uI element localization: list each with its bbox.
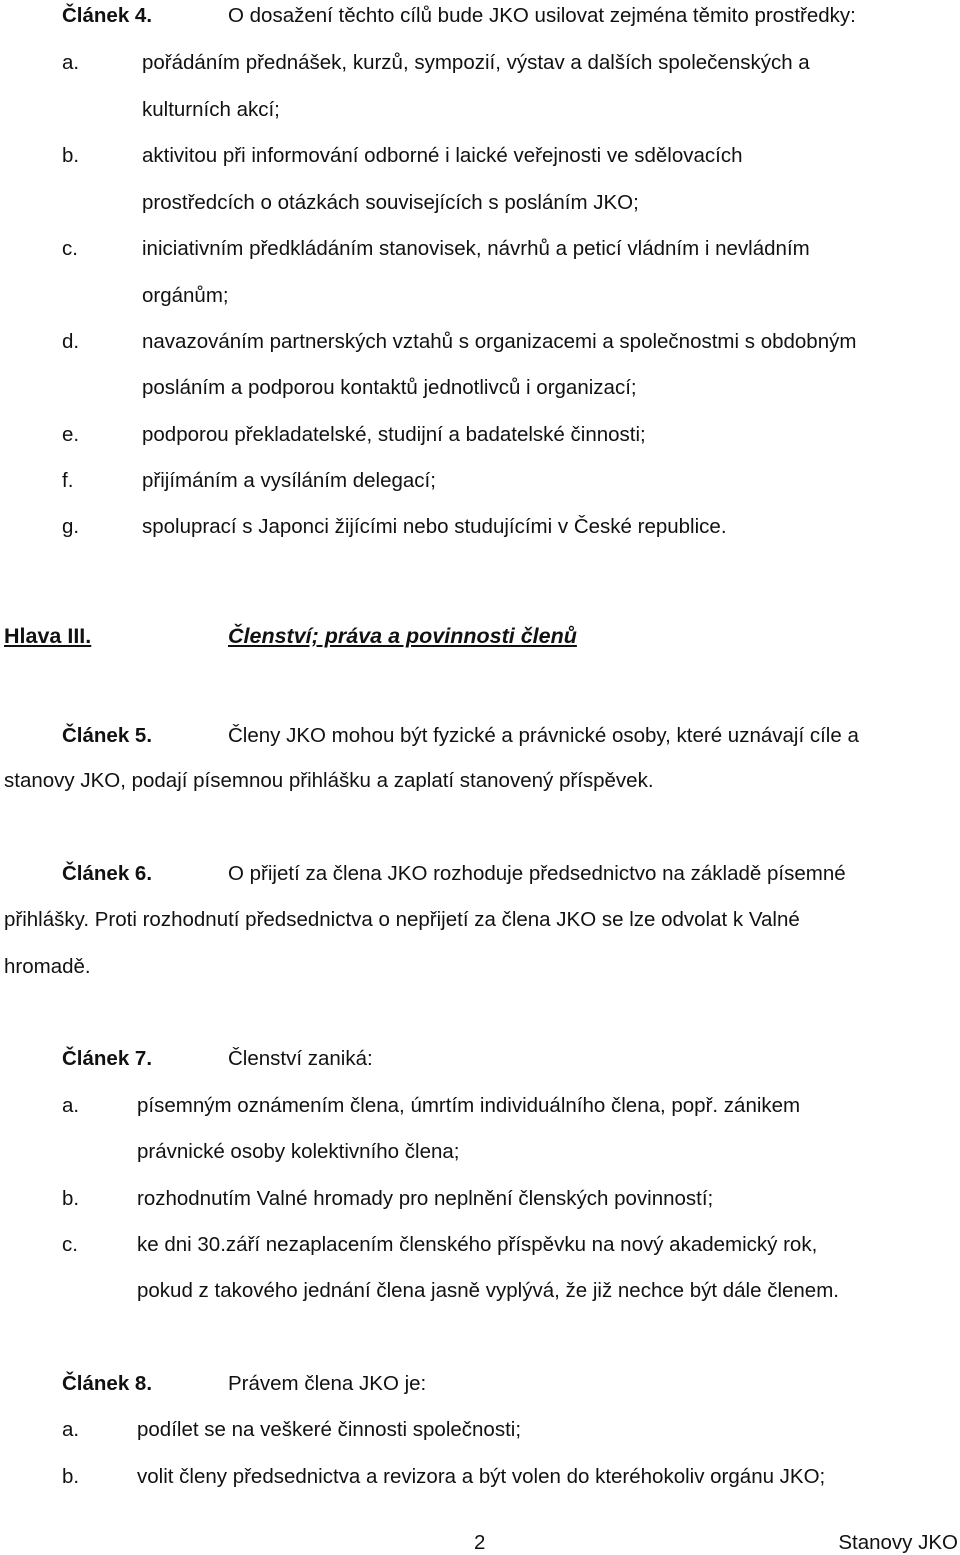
paragraph-line: Členy JKO mohou být fyzické a právnické osoby, které uznávají cíle a (228, 724, 859, 747)
list-marker-a: a. (62, 51, 80, 74)
paragraph-line: přihlášky. Proti rozhodnutí předsednictva o nepřijetí za člena JKO se lze odvolat k Valné (4, 908, 800, 931)
list-marker-g: g. (62, 515, 80, 538)
paragraph-line: hromadě. (4, 955, 91, 978)
article-4-label: Článek 4. (62, 4, 153, 27)
list-item-text: přijímáním a vysíláním delegací; (142, 469, 436, 492)
article-7-intro: Členství zaniká: (228, 1047, 373, 1070)
list-item-text: podílet se na veškeré činnosti společnosti; (137, 1418, 522, 1441)
list-item-text: písemným oznámením člena, úmrtím individuálního člena, popř. zánikem (137, 1094, 801, 1117)
list-marker-b: b. (62, 144, 80, 167)
paragraph-line: O přijetí za člena JKO rozhoduje předsednictvo na základě písemné (228, 862, 846, 885)
list-item-text: iniciativním předkládáním stanovisek, návrhů a peticí vládním i nevládním (142, 237, 810, 260)
list-marker-d: d. (62, 330, 80, 353)
article-8-label: Článek 8. (62, 1372, 153, 1395)
article-5-label: Článek 5. (62, 724, 153, 747)
list-item-text: spoluprací s Japonci žijícími nebo studujícími v České republice. (142, 515, 727, 538)
list-item-text: pokud z takového jednání člena jasně vyplývá, že již nechce být dále členem. (137, 1279, 839, 1302)
list-marker-a: a. (62, 1418, 80, 1441)
page-number: 2 (474, 1531, 486, 1554)
list-item-text: právnické osoby kolektivního člena; (137, 1140, 460, 1163)
list-item-text: pořádáním přednášek, kurzů, sympozií, výstav a dalších společenských a (142, 51, 810, 74)
list-item-text: ke dni 30.září nezaplacením členského příspěvku na nový akademický rok, (137, 1233, 818, 1256)
list-item-text: podporou překladatelské, studijní a badatelské činnosti; (142, 423, 646, 446)
list-marker-a: a. (62, 1094, 80, 1117)
list-marker-e: e. (62, 423, 80, 446)
list-item-text: aktivitou při informování odborné i laické veřejnosti ve sdělovacích (142, 144, 743, 167)
paragraph-line: stanovy JKO, podají písemnou přihlášku a zaplatí stanovený příspěvek. (4, 769, 654, 792)
article-6-label: Článek 6. (62, 862, 153, 885)
document-title: Stanovy JKO (838, 1531, 958, 1554)
list-item-text: volit členy předsednictva a revizora a být volen do kteréhokoliv orgánu JKO; (137, 1465, 826, 1488)
list-marker-c: c. (62, 1233, 78, 1256)
chapter-title: Členství; práva a povinnosti členů (228, 624, 577, 648)
list-item-text: prostředcích o otázkách souvisejících s posláním JKO; (142, 191, 639, 214)
list-marker-c: c. (62, 237, 78, 260)
list-marker-b: b. (62, 1187, 80, 1210)
list-item-text: navazováním partnerských vztahů s organizacemi a společnostmi s obdobným (142, 330, 857, 353)
list-item-text: posláním a podporou kontaktů jednotlivců i organizací; (142, 376, 637, 399)
list-item-text: rozhodnutím Valné hromady pro neplnění členských povinností; (137, 1187, 714, 1210)
list-marker-b: b. (62, 1465, 80, 1488)
list-marker-f: f. (62, 469, 74, 492)
article-4-intro: O dosažení těchto cílů bude JKO usilovat zejména těmito prostředky: (228, 4, 856, 27)
chapter-label: Hlava III. (4, 624, 92, 648)
article-8-intro: Právem člena JKO je: (228, 1372, 427, 1395)
list-item-text: kulturních akcí; (142, 98, 280, 121)
article-7-label: Článek 7. (62, 1047, 153, 1070)
list-item-text: orgánům; (142, 284, 229, 307)
